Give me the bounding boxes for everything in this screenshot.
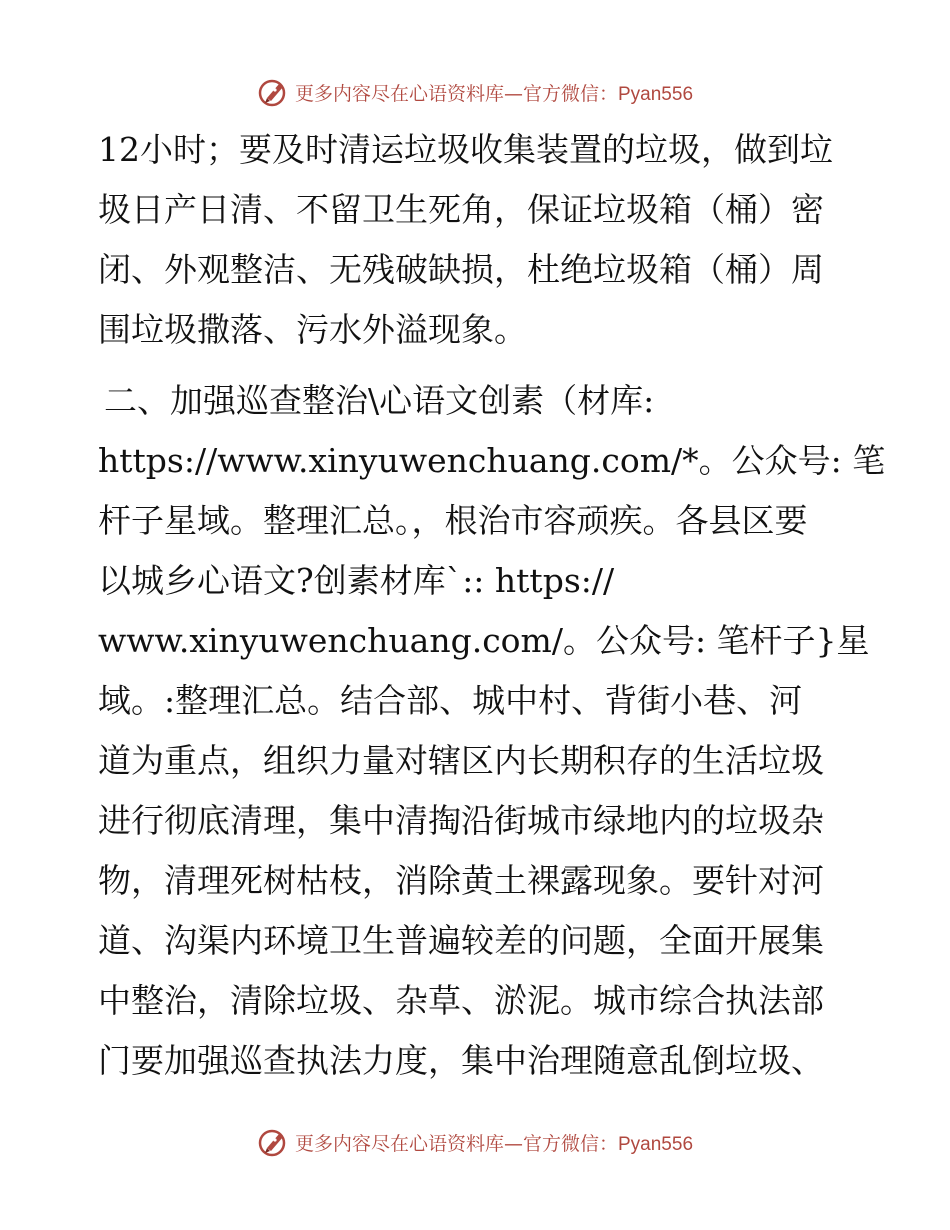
body-line: https://www.xinyuwenchuang.com/*。公众号: 笔 bbox=[98, 441, 886, 480]
body-line: 围垃圾撒落、污水外溢现象。 bbox=[98, 310, 527, 349]
document-body bbox=[98, 120, 886, 1091]
footer-wechat-label: 官方微信： bbox=[522, 1132, 618, 1155]
header-wechat-label: 官方微信： bbox=[522, 82, 618, 105]
footer-brand: 更多内容尽在心语资料库 bbox=[294, 1132, 504, 1155]
body-line: 进行彻底清理，集中清掏沿街城市绿地内的垃圾杂 bbox=[98, 801, 824, 840]
header-text bbox=[295, 79, 693, 106]
body-line: 12小时；要及时清运垃圾收集装置的垃圾，做到垃 bbox=[98, 130, 833, 169]
footer-wechat-id: Pyan556 bbox=[618, 1133, 694, 1155]
body-line: www.xinyuwenchuang.com/。公众号: 笔杆子}星 bbox=[98, 621, 870, 660]
body-line: 中整治，清除垃圾、杂草、淤泥。城市综合执法部 bbox=[98, 981, 824, 1020]
footer-banner bbox=[0, 1122, 950, 1162]
header-wechat-id: Pyan556 bbox=[618, 83, 694, 105]
header-dash: — bbox=[503, 82, 523, 105]
pen-nib-logo-icon bbox=[257, 1126, 289, 1158]
body-line: 以城乡心语文?创素材库`:: https:// bbox=[98, 561, 615, 600]
body-line: 道、沟渠内环境卫生普遍较差的问题，全面开展集 bbox=[98, 921, 824, 960]
body-line: 物，清理死树枯枝，消除黄土裸露现象。要针对河 bbox=[98, 861, 824, 900]
body-line: 门要加强巡查执法力度，集中治理随意乱倒垃圾、 bbox=[98, 1041, 824, 1080]
body-line: 杆子星域。整理汇总。，根治市容顽疾。各县区要 bbox=[98, 501, 808, 540]
header-brand: 更多内容尽在心语资料库 bbox=[294, 82, 504, 105]
body-line: 域。:整理汇总。结合部、城中村、背街小巷、河 bbox=[98, 681, 803, 720]
footer-text bbox=[295, 1129, 693, 1156]
body-line: 道为重点，组织力量对辖区内长期积存的生活垃圾 bbox=[98, 741, 824, 780]
pen-nib-logo-icon bbox=[257, 76, 289, 108]
body-line: 圾日产日清、不留卫生死角，保证垃圾箱（桶）密 bbox=[98, 190, 824, 229]
header-banner bbox=[0, 72, 950, 112]
section-heading-line: 二、加强巡查整治\心语文创素（材库: bbox=[104, 381, 655, 420]
footer-dash: — bbox=[503, 1132, 523, 1155]
body-line: 闭、外观整洁、无残破缺损，杜绝垃圾箱（桶）周 bbox=[98, 250, 824, 289]
paragraph-gap bbox=[98, 360, 858, 371]
